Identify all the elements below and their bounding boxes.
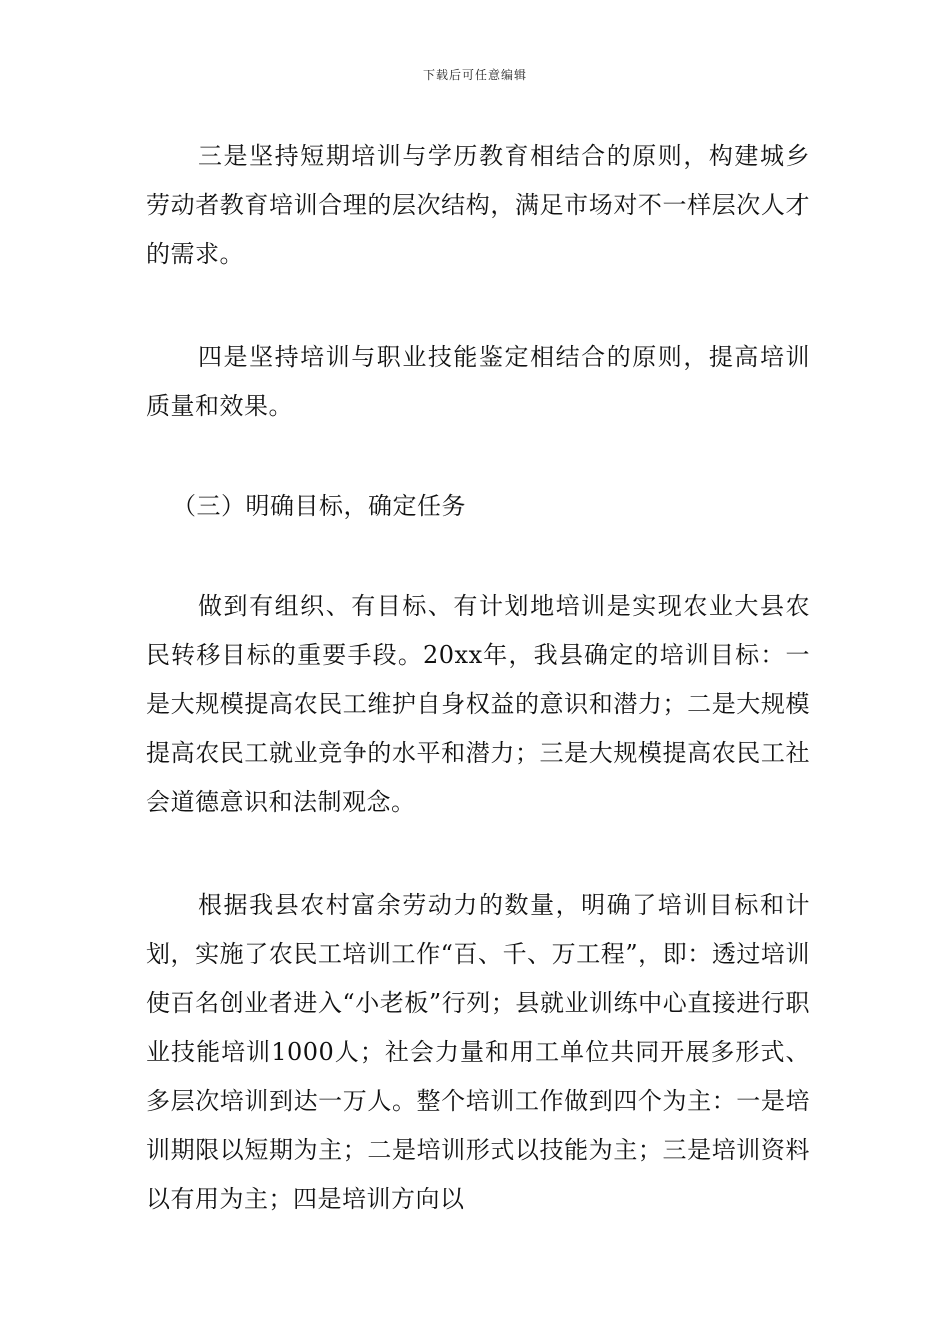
document-body	[146, 132, 810, 1224]
paragraph-principle-three: 三是坚持短期培训与学历教育相结合的原则，构建城乡劳动者教育培训合理的层次结构，满足市场对不一样层次人才的需求。	[146, 142, 810, 268]
paragraph-training-goals: 做到有组织、有目标、有计划地培训是实现农业大县农民转移目标的重要手段。20xx年，我县确定的培训目标：一是大规模提高农民工维护自身权益的意识和潜力；二是大规模提高农民工就业竞争的水平和潜力；三是大规模提高农民工社会道德意识和法制观念。	[146, 592, 810, 816]
paragraph-principle-four: 四是坚持培训与职业技能鉴定相结合的原则，提高培训质量和效果。	[146, 343, 810, 420]
paragraph-training-plan: 根据我县农村富余劳动力的数量，明确了培训目标和计划，实施了农民工培训工作“百、千、万工程”，即：透过培训使百名创业者进入“小老板”行列；县就业训练中心直接进行职业技能培训1000人；社会力量和用工单位共同开展多形式、多层次培训到达一万人。整个培训工作做到四个为主：一是培训期限以短期为主；二是培训形式以技能为主；三是培训资料以有用为主；四是培训方向以	[146, 891, 810, 1213]
page-header-note: 下载后可任意编辑	[422, 68, 527, 82]
section-heading: （三）明确目标，确定任务	[172, 492, 466, 520]
